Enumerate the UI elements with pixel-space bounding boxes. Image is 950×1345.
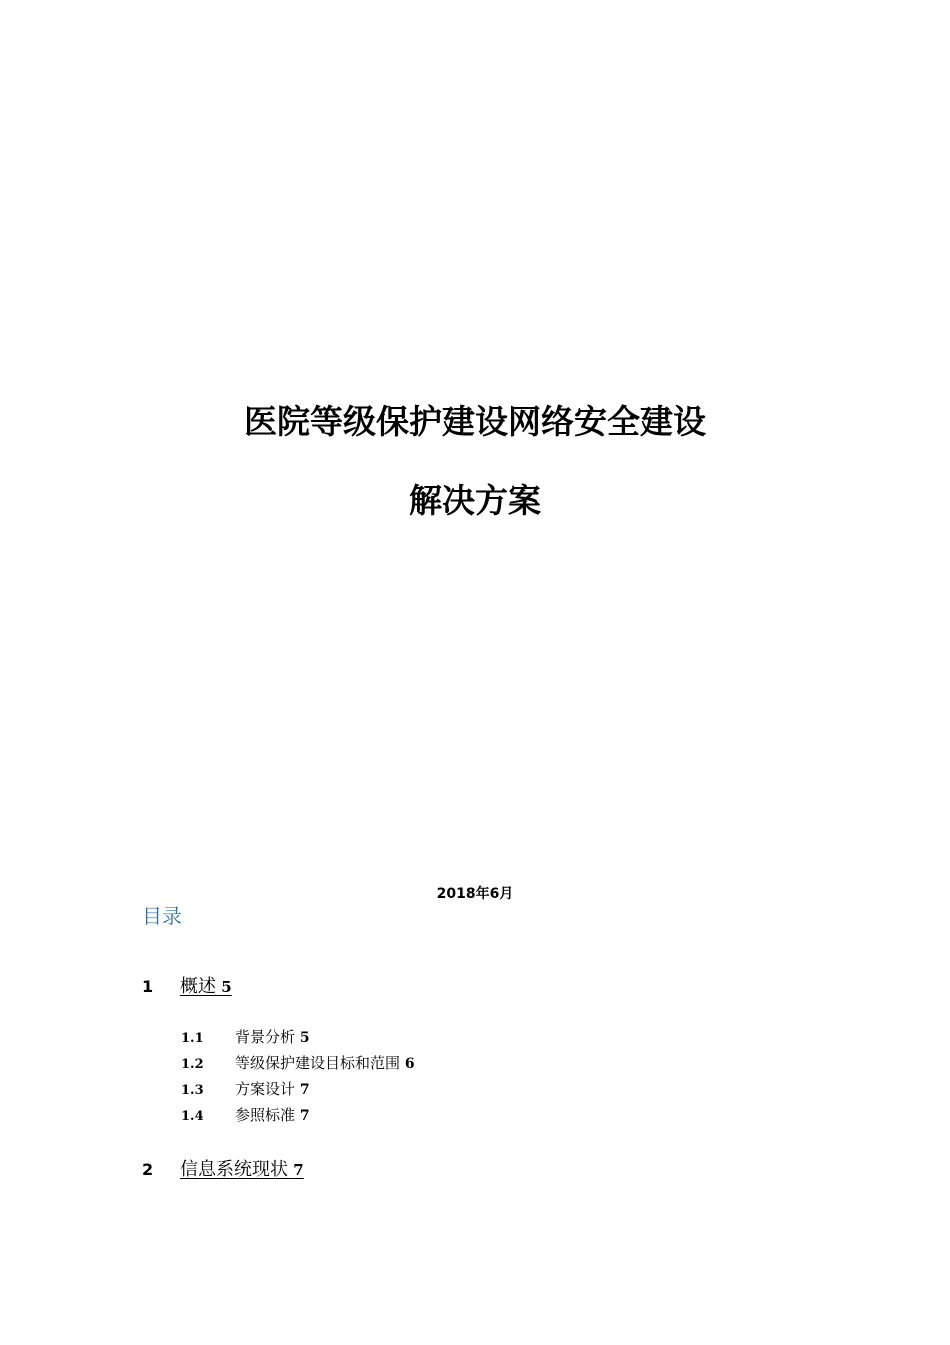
document-title-line-1: 医院等级保护建设网络安全建设 <box>244 402 706 441</box>
toc-entry-2[interactable] <box>142 1158 304 1182</box>
toc-entry-number: 1.2 <box>181 1057 204 1072</box>
toc-entry-number: 1 <box>142 977 154 996</box>
toc-entry-title: 背景分析 <box>235 1028 296 1046</box>
toc-entry-page: 6 <box>404 1056 415 1072</box>
toc-entry-page: 5 <box>299 1030 310 1046</box>
toc-entry-1-4[interactable] <box>181 1105 310 1127</box>
toc-entry-1-2[interactable] <box>181 1053 415 1075</box>
toc-entry-page: 7 <box>299 1108 310 1124</box>
toc-entry-number: 2 <box>142 1160 154 1179</box>
toc-entry-title: 信息系统现状 <box>180 1159 288 1180</box>
toc-entry-number: 1.4 <box>181 1109 204 1124</box>
toc-entry-title: 概述 <box>180 976 216 997</box>
toc-entry-page: 7 <box>293 1161 304 1179</box>
toc-entry-1-1[interactable] <box>181 1027 310 1049</box>
toc-entry-page: 7 <box>299 1082 310 1098</box>
toc-entry-number: 1.1 <box>181 1031 204 1046</box>
toc-entry-1-3[interactable] <box>181 1079 310 1101</box>
document-date: 2018年6月 <box>436 886 514 902</box>
document-title-line-2: 解决方案 <box>409 481 541 520</box>
toc-heading: 目录 <box>142 904 182 928</box>
toc-entry-number: 1.3 <box>181 1083 204 1098</box>
toc-entry-page: 5 <box>221 978 232 996</box>
toc-entry-1[interactable] <box>142 975 232 999</box>
toc-entry-title: 等级保护建设目标和范围 <box>235 1054 401 1072</box>
toc-entry-title: 参照标准 <box>235 1106 296 1124</box>
toc-entry-title: 方案设计 <box>235 1080 296 1098</box>
